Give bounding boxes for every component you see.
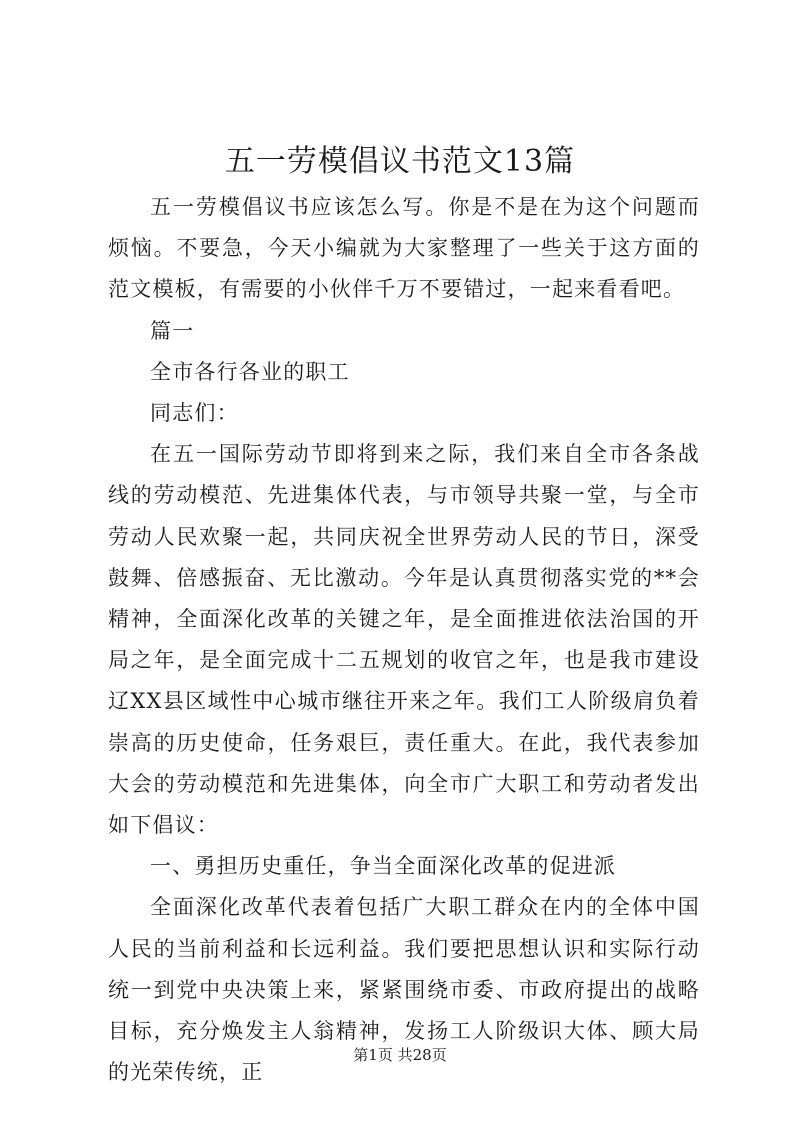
body-paragraph: 在五一国际劳动节即将到来之际，我们来自全市各条战线的劳动模范、先进集体代表，与市领导共聚一堂，与全市劳动人民欢聚一起，共同庆祝全世界劳动人民的节日，深受鼓舞、倍感振奋、无比激动。今年是认真贯彻落实党的**会精神，全面深化改革的关键之年，是全面推进依法治国的开局之年，是全面完成十二五规划的收官之年，也是我市建设辽XX县区域性中心城市继往开来之年。我们工人阶级肩负着崇高的历史使命，任务艰巨，责任重大。在此，我代表参加大会的劳动模范和先进集体，向全市广大职工和劳动者发出如下倡议： xyxy=(108,442,700,838)
body-paragraph: 全面深化改革代表着包括广大职工群众在内的全体中国人民的当前利益和长远利益。我们要把思想认识和实际行动统一到党中央决策上来，紧紧围绕市委、市政府提出的战略目标，充分焕发主人翁精神，发扬工人阶级识大体、顾大局的光荣传统，正 xyxy=(108,895,700,1085)
salutation-greeting: 同志们： xyxy=(150,401,239,426)
subsection-heading: 一、勇担历史重任，争当全面深化改革的促进派 xyxy=(150,854,617,879)
intro-paragraph: 五一劳模倡议书应该怎么写。你是不是在为这个问题而烦恼。不要急，今天小编就为大家整理了一些关于这方面的范文模板，有需要的小伙伴千万不要错过，一起来看看吧。 xyxy=(108,195,700,302)
page-number-footer: 第1页 共28页 xyxy=(353,1046,447,1064)
section-heading: 篇一 xyxy=(150,318,195,343)
document-body xyxy=(108,187,700,1093)
document-title: 五一劳模倡议书范文13篇 xyxy=(224,144,576,179)
salutation-recipient: 全市各行各业的职工 xyxy=(150,359,350,384)
